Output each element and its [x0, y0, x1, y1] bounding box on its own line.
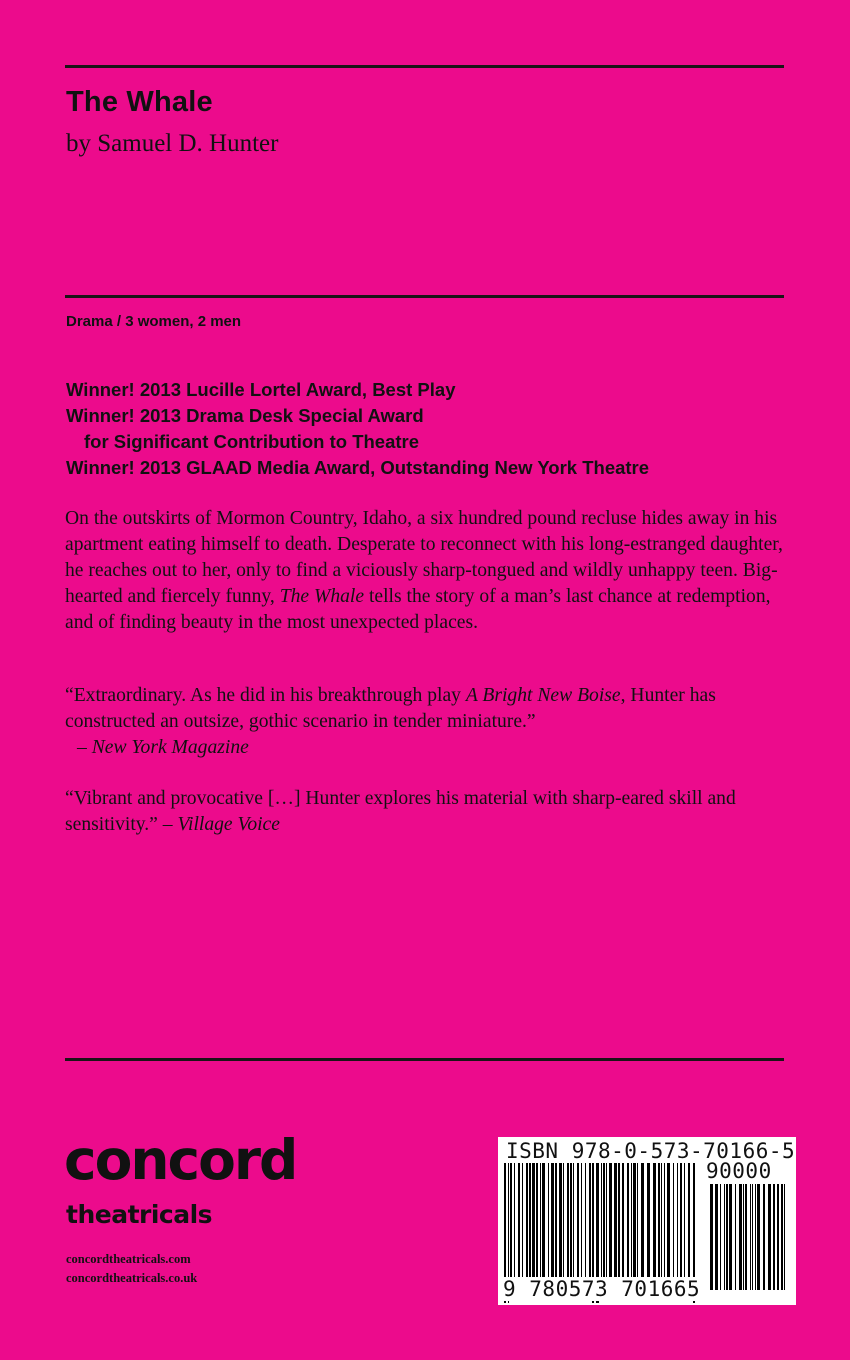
award-item: Winner! 2013 Lucille Lortel Award, Best Play — [66, 379, 456, 400]
barcode-bar — [641, 1163, 644, 1293]
barcode-bar — [647, 1163, 650, 1293]
barcode-bar — [755, 1184, 756, 1290]
barcode-bar — [542, 1163, 545, 1293]
barcode-bar — [510, 1163, 512, 1293]
barcode-bar — [680, 1163, 682, 1293]
barcode-bar — [551, 1163, 554, 1293]
award-item: for Significant Contribution to Theatre — [84, 431, 420, 452]
barcode-bar — [559, 1163, 562, 1293]
award-item: Winner! 2013 Drama Desk Special Award — [66, 405, 424, 426]
barcode-bar — [781, 1184, 783, 1290]
awards-list — [66, 377, 786, 481]
barcode-bar — [750, 1184, 751, 1290]
barcode-bar — [684, 1163, 685, 1293]
barcode-bar — [768, 1184, 771, 1290]
barcode-bar — [757, 1184, 760, 1290]
barcode-bar — [631, 1163, 632, 1293]
barcode-bar — [514, 1163, 515, 1293]
barcode-bar — [715, 1184, 718, 1290]
barcode-bar — [726, 1184, 728, 1290]
barcode-bar — [555, 1163, 557, 1293]
synopsis — [65, 506, 787, 636]
quote-text: , Hunter has constructed an outsize, gothic scenario in tender miniature.” — [65, 685, 716, 732]
barcode-bar — [536, 1163, 538, 1293]
top-rule — [65, 65, 784, 68]
barcode-bar — [664, 1163, 665, 1293]
barcode-bar — [603, 1163, 605, 1293]
barcode-bar — [743, 1184, 744, 1290]
section-rule — [65, 295, 784, 298]
barcode-bar — [724, 1184, 725, 1290]
website-link[interactable]: concordtheatricals.com — [66, 1252, 191, 1266]
barcode-bar — [653, 1163, 656, 1293]
barcode-bar — [661, 1163, 662, 1293]
barcode-bar — [622, 1163, 624, 1293]
quote-text: “Vibrant and provocative […] Hunter explores his material with sharp-eared skill and sensitivity.” — [65, 788, 736, 835]
barcode-bar — [601, 1163, 602, 1293]
book-author: by Samuel D. Hunter — [66, 130, 279, 157]
price-code: 90000 — [706, 1159, 772, 1183]
publisher-logo: concord — [64, 1128, 297, 1192]
barcode-bar — [563, 1163, 564, 1293]
barcode-bar — [581, 1163, 582, 1293]
quote-source: Village Voice — [177, 814, 280, 835]
barcode-bar — [673, 1163, 674, 1293]
genre-cast: Drama / 3 women, 2 men — [66, 313, 242, 330]
quote-source: New York Magazine — [91, 737, 249, 758]
review-quote — [65, 786, 787, 838]
barcode-bar — [526, 1163, 528, 1293]
barcode-bar — [745, 1184, 747, 1290]
isbn-barcode — [498, 1137, 796, 1305]
barcode-bar — [752, 1184, 753, 1290]
barcode-bar — [710, 1184, 713, 1290]
quote-dash: – — [77, 737, 92, 758]
barcode-bar — [570, 1163, 572, 1293]
barcode-bar — [688, 1163, 690, 1293]
barcode-bar — [609, 1163, 612, 1293]
barcode-bar — [637, 1163, 638, 1293]
barcode-addon-bars — [708, 1184, 792, 1300]
barcode-bar — [773, 1184, 775, 1290]
barcode-bar — [739, 1184, 742, 1290]
barcode-bar — [577, 1163, 579, 1293]
barcode-bar — [633, 1163, 636, 1293]
barcode-bar — [729, 1184, 732, 1290]
barcode-bar — [735, 1184, 736, 1290]
award-item: Winner! 2013 GLAAD Media Award, Outstanding New York Theatre — [66, 457, 650, 478]
synopsis-text: On the outskirts of Mormon Country, Idaho, a six hundred pound recluse hides away in his apartment eating himself to death. Desperate to reconnect with his long-estranged daughter, he reaches out to her, only to find a viciously sharp-tongued and wildly unhappy teen. Big-hearted and fiercely funny, — [65, 508, 783, 607]
ean-digits: 9 780573 701665 — [503, 1277, 701, 1301]
barcode-bar — [585, 1163, 586, 1293]
website-link[interactable]: concordtheatricals.co.uk — [66, 1271, 198, 1285]
barcode-bar — [658, 1163, 660, 1293]
barcode-bar — [777, 1184, 779, 1290]
barcode-bar — [540, 1163, 541, 1293]
barcode-bar — [522, 1163, 523, 1293]
quote-italic: A Bright New Boise — [465, 685, 621, 706]
review-quote — [65, 683, 787, 761]
barcode-bar — [677, 1163, 678, 1293]
quote-attribution — [65, 735, 787, 761]
book-title: The Whale — [66, 86, 213, 118]
quote-dash: – — [162, 814, 178, 835]
barcode-bar — [618, 1163, 620, 1293]
barcode-bar — [573, 1163, 574, 1293]
quote-text: “Extraordinary. As he did in his breakthrough play — [65, 685, 466, 706]
publisher-logo-sub: theatricals — [66, 1200, 213, 1229]
barcode-bar — [532, 1163, 535, 1293]
barcode-bar — [589, 1163, 591, 1293]
footer-rule — [65, 1058, 784, 1061]
barcode-bar — [567, 1163, 569, 1293]
barcode-bar — [627, 1163, 629, 1293]
isbn-number: ISBN 978-0-573-70166-5 — [506, 1139, 796, 1163]
barcode-bar — [720, 1184, 721, 1290]
barcode-bar — [548, 1163, 549, 1293]
barcode-bar — [518, 1163, 520, 1293]
barcode-bar — [667, 1163, 670, 1293]
synopsis-title-italic: The Whale — [279, 586, 365, 607]
barcode-bar — [763, 1184, 765, 1290]
barcode-bar — [614, 1163, 617, 1293]
barcode-bar — [606, 1163, 607, 1293]
barcode-bar — [529, 1163, 531, 1293]
barcode-bar — [784, 1184, 785, 1290]
synopsis-text: tells the story of a man’s last chance at redemption, and of finding beauty in the most unexpected places. — [65, 586, 771, 633]
